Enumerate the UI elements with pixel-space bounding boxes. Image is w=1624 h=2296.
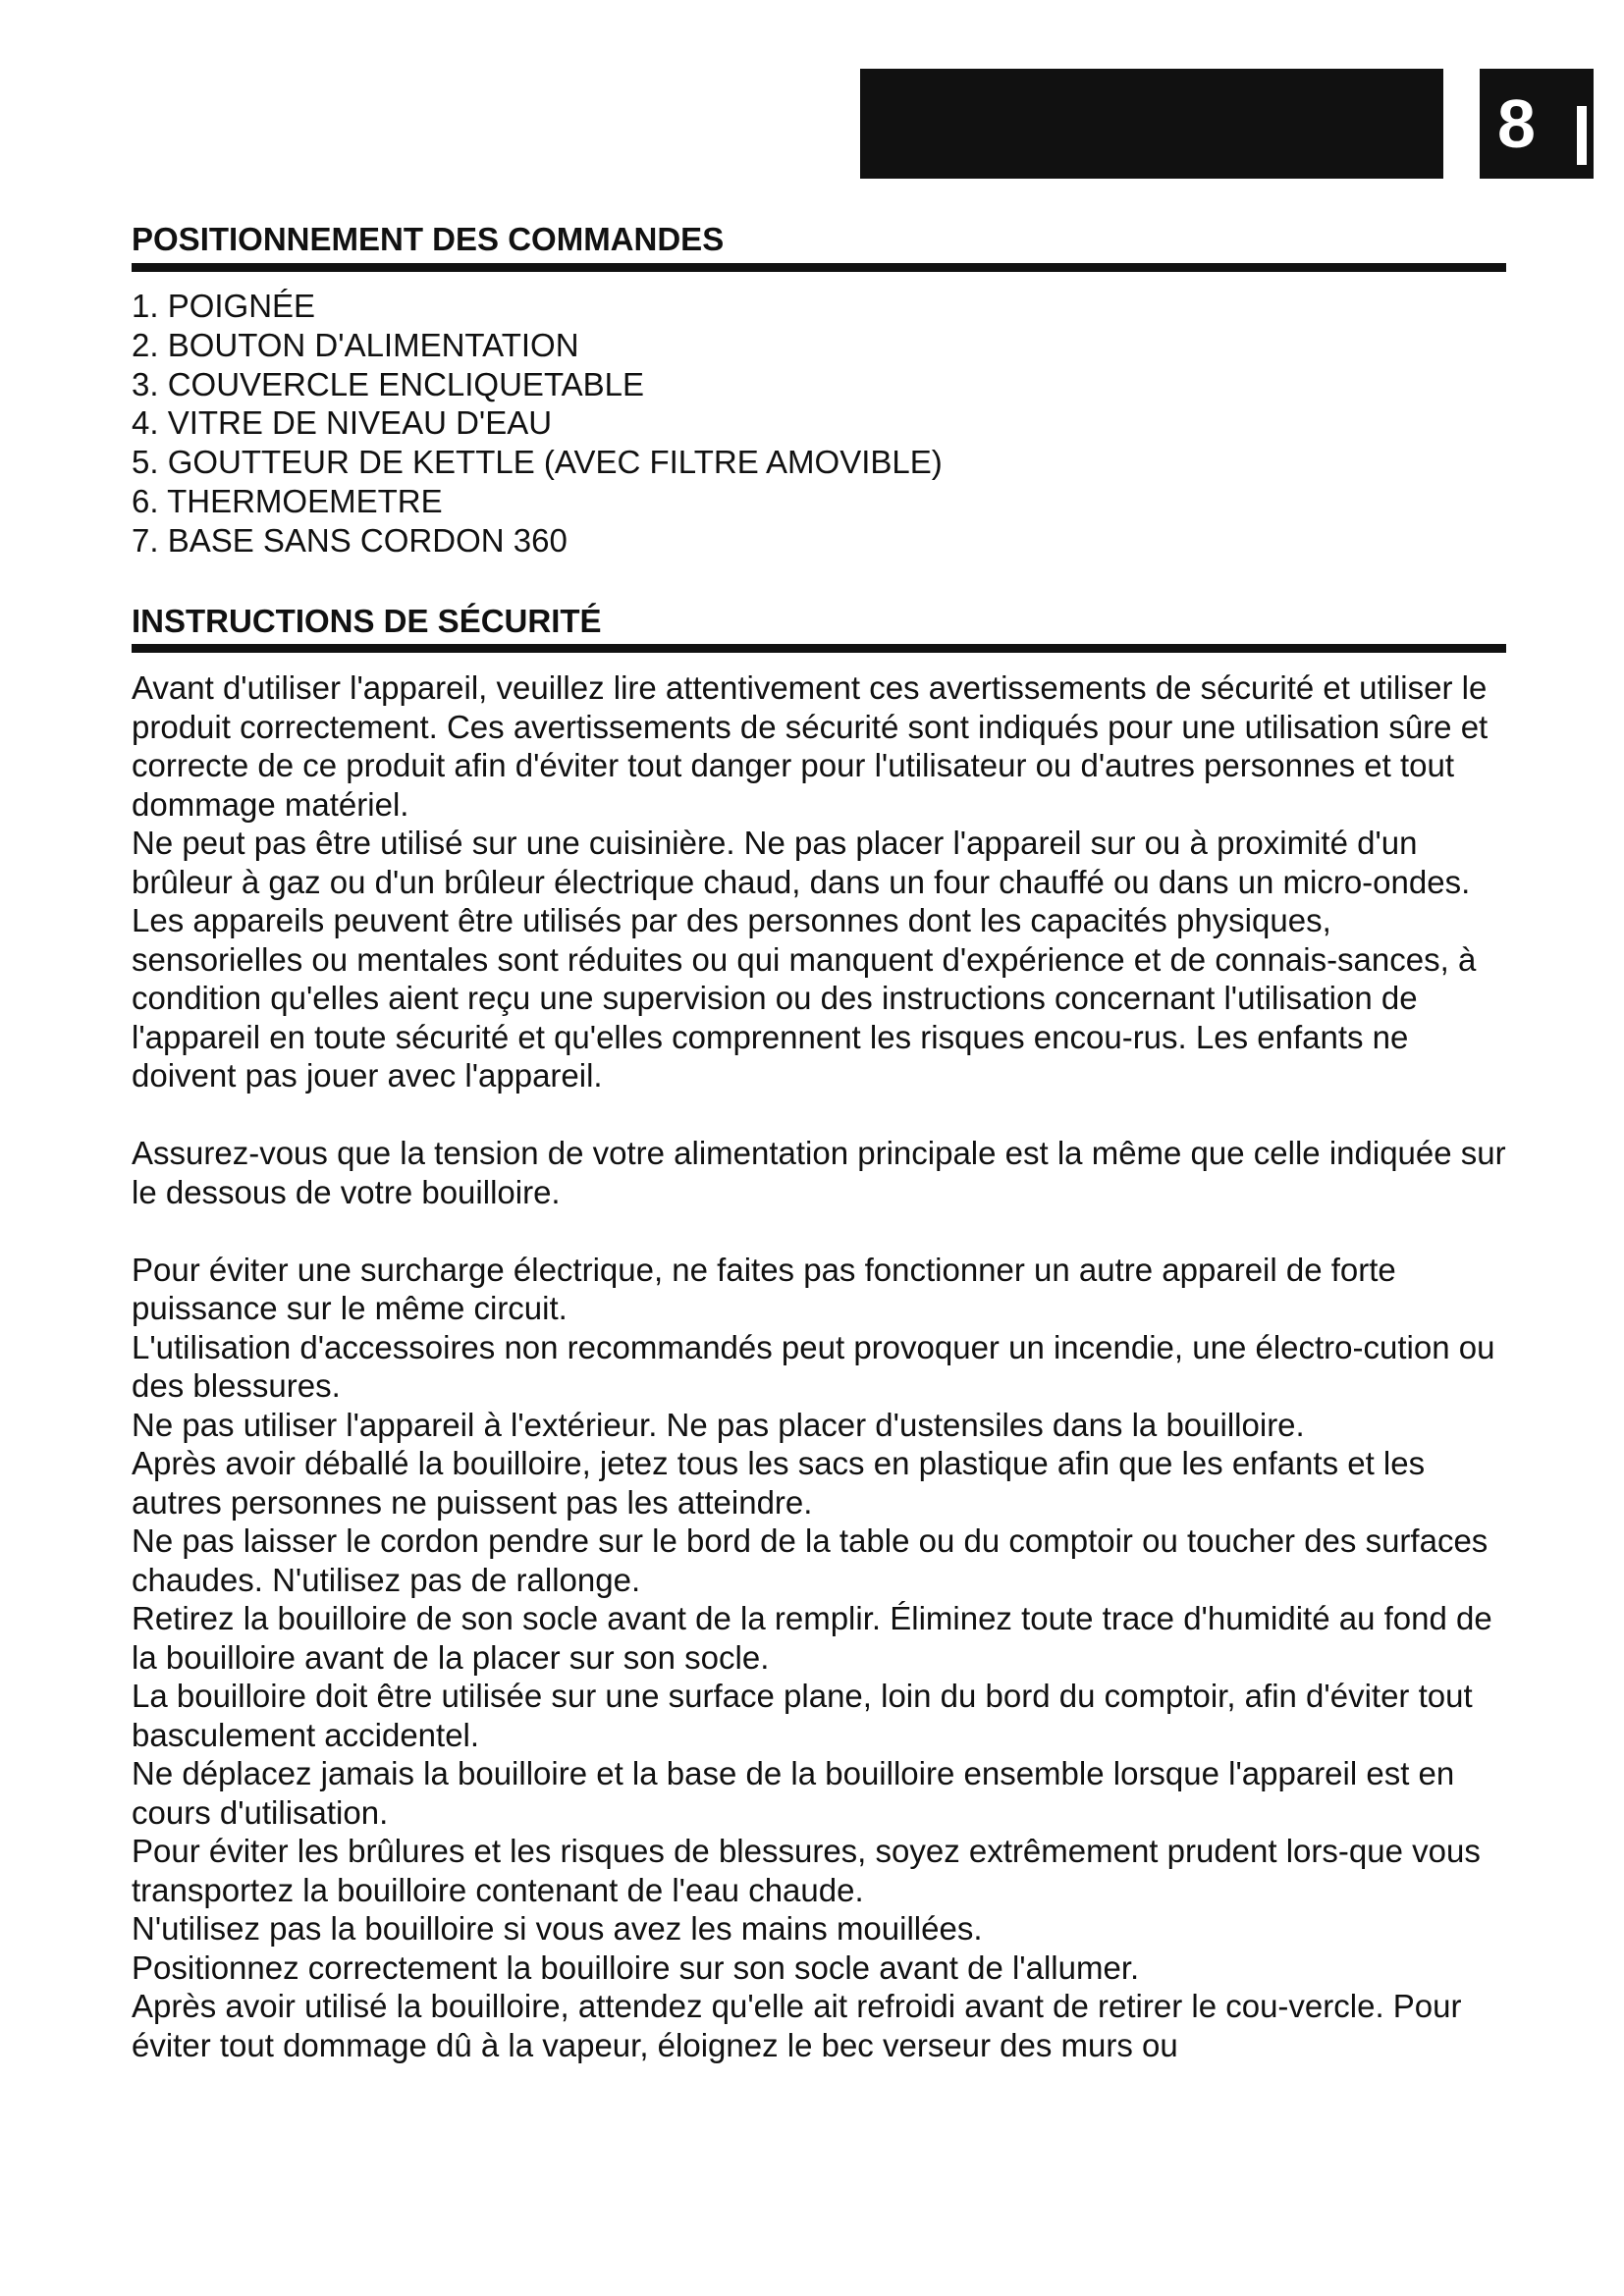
controls-list <box>132 287 943 561</box>
badge-notch <box>1577 106 1587 165</box>
paragraph: La bouilloire doit être utilisée sur une surface plane, loin du bord du comptoir, afin d'éviter tout basculement accidentel. <box>132 1678 1473 1753</box>
section-title-safety: INSTRUCTIONS DE SÉCURITÉ <box>132 603 602 639</box>
page-number: 8 <box>1497 85 1536 162</box>
paragraph: Pour éviter une surcharge électrique, ne faites pas fonctionner un autre appareil de forte puissance sur le même circuit. <box>132 1251 1396 1326</box>
paragraph: Après avoir déballé la bouilloire, jetez tous les sacs en plastique afin que les enfants et les autres personnes ne puissent pas les atteindre. <box>132 1445 1426 1521</box>
list-item: 6. THERMOEMETRE <box>132 482 443 519</box>
paragraph: Après avoir utilisé la bouilloire, attendez qu'elle ait refroidi avant de retirer le cou-vercle. Pour éviter tout dommage dû à la vapeur, éloignez le bec verseur des murs ou <box>132 1988 1462 2063</box>
paragraph: N'utilisez pas la bouilloire si vous avez les mains mouillées. <box>132 1910 983 1947</box>
paragraph: Pour éviter les brûlures et les risques de blessures, soyez extrêmement prudent lors-que vous transportez la bouilloire contenant de l'eau chaude. <box>132 1833 1481 1908</box>
paragraph-gap <box>132 1095 1506 1135</box>
paragraph: L'utilisation d'accessoires non recommandés peut provoquer un incendie, une électro-cution ou des blessures. <box>132 1328 1495 1404</box>
section-rule-controls <box>132 263 1506 272</box>
paragraph: Ne pas laisser le cordon pendre sur le bord de la table ou du comptoir ou toucher des surfaces chaudes. N'utilisez pas de rallonge. <box>132 1522 1489 1598</box>
section-title-controls: POSITIONNEMENT DES COMMANDES <box>132 221 725 257</box>
list-item: 2. BOUTON D'ALIMENTATION <box>132 326 579 363</box>
list-item: 5. GOUTTEUR DE KETTLE (AVEC FILTRE AMOVIBLE) <box>132 444 943 481</box>
paragraph-gap <box>132 1211 1506 1251</box>
header-bar <box>860 69 1443 179</box>
list-item: 7. BASE SANS CORDON 360 <box>132 521 568 559</box>
paragraph: Positionnez correctement la bouilloire sur son socle avant de l'allumer. <box>132 1949 1140 1986</box>
list-item: 4. VITRE DE NIVEAU D'EAU <box>132 404 553 442</box>
paragraph: Les appareils peuvent être utilisés par des personnes dont les capacités physiques, sensorielles ou mentales sont réduites ou qui manquent d'expérience et de connais-sances, à condition qu'elles aient reçu une supervision ou des instructions concernant l'utilisation de l'appareil en toute sécurité et qu'elles comprennent les risques encou-rus. Les enfants ne doivent pas jouer avec l'appareil. <box>132 902 1477 1094</box>
paragraph: Ne pas utiliser l'appareil à l'extérieur. Ne pas placer d'ustensiles dans la bouilloire. <box>132 1406 1305 1443</box>
paragraph: Retirez la bouilloire de son socle avant de la remplir. Éliminez toute trace d'humidité au fond de la bouilloire avant de la placer sur son socle. <box>132 1600 1492 1676</box>
paragraph: Ne peut pas être utilisé sur une cuisinière. Ne pas placer l'appareil sur ou à proximité d'un brûleur à gaz ou d'un brûleur électrique chaud, dans un four chauffé ou dans un micro-ondes. <box>132 825 1471 900</box>
paragraph: Ne déplacez jamais la bouilloire et la base de la bouilloire ensemble lorsque l'appareil est en cours d'utilisation. <box>132 1755 1455 1831</box>
paragraph: Avant d'utiliser l'appareil, veuillez lire attentivement ces avertissements de sécurité et utiliser le produit correctement. Ces avertissements de sécurité sont indiqués pour une utilisation sûre et correcte de ce produit afin d'éviter tout danger pour l'utilisateur ou d'autres personnes et tout dommage matériel. <box>132 669 1489 823</box>
safety-instructions <box>132 668 1506 2064</box>
section-rule-safety <box>132 644 1506 653</box>
list-item: 3. COUVERCLE ENCLIQUETABLE <box>132 365 645 402</box>
list-item: 1. POIGNÉE <box>132 288 316 324</box>
paragraph: Assurez-vous que la tension de votre alimentation principale est la même que celle indiquée sur le dessous de votre bouilloire. <box>132 1135 1506 1210</box>
